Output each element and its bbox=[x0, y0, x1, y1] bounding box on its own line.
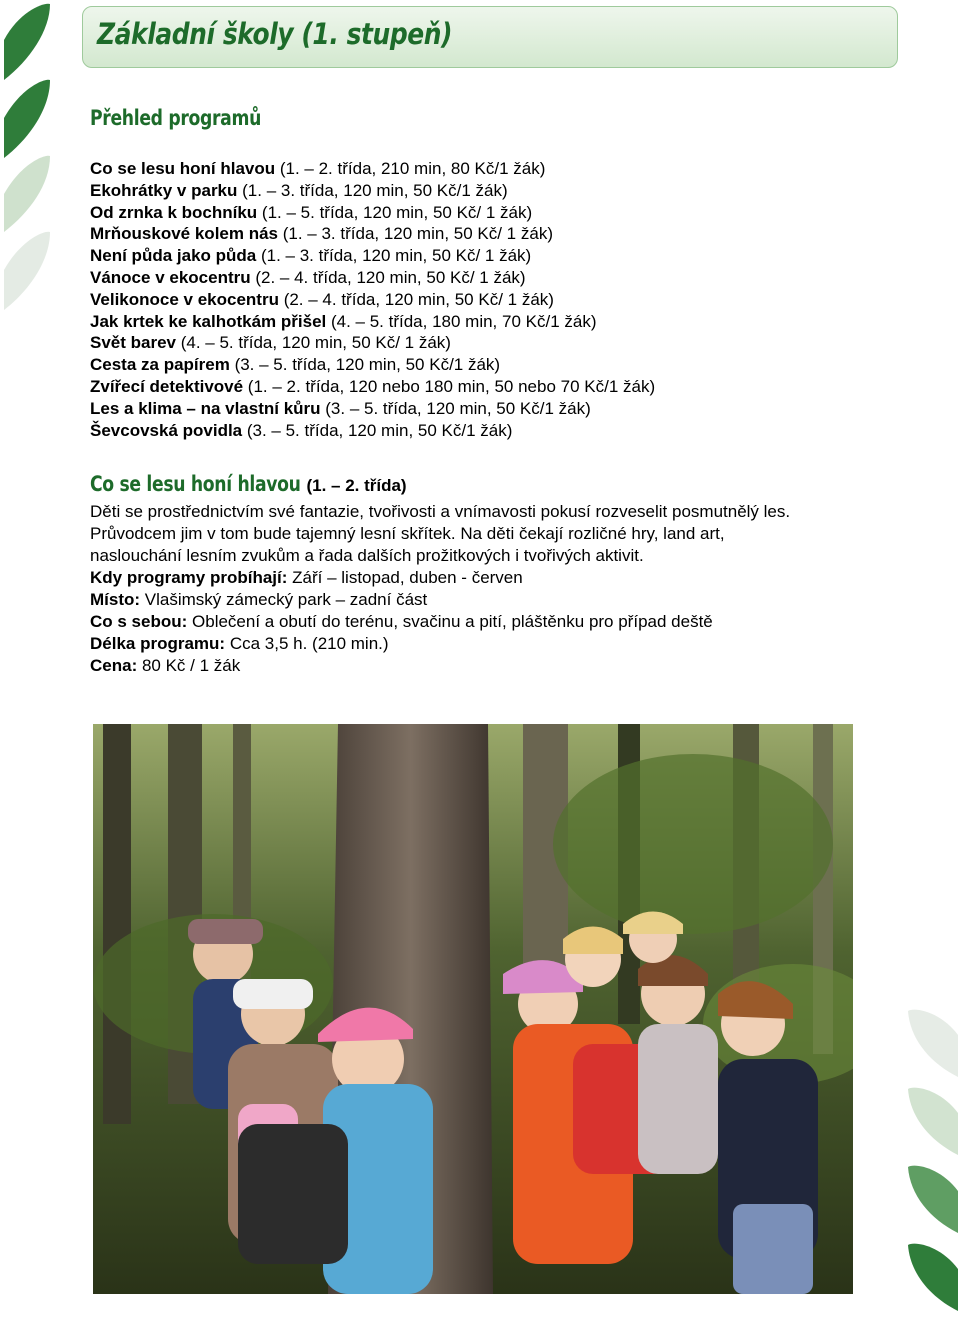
program-details: (1. – 2. třída, 120 nebo 180 min, 50 nebo 70 Kč/1 žák) bbox=[243, 376, 656, 396]
program-details: (4. – 5. třída, 120 min, 50 Kč/ 1 žák) bbox=[176, 333, 451, 353]
program-details: (1. – 5. třída, 120 min, 50 Kč/ 1 žák) bbox=[257, 202, 533, 222]
title-banner bbox=[82, 6, 898, 68]
program-list-item bbox=[90, 158, 655, 180]
program-list-item bbox=[90, 332, 655, 354]
program-list-item bbox=[90, 311, 655, 333]
leaf-decoration-right bbox=[900, 1005, 960, 1320]
length-value: Cca 3,5 h. (210 min.) bbox=[225, 634, 389, 653]
program-details: (1. – 2. třída, 210 min, 80 Kč/1 žák) bbox=[275, 159, 546, 178]
program-details: (1. – 3. třída, 120 min, 50 Kč/1 žák) bbox=[237, 180, 508, 200]
forest-children-photo bbox=[93, 724, 853, 1294]
program-list-item bbox=[90, 354, 655, 376]
program-name: Ševcovská povidla bbox=[90, 420, 243, 440]
program-details: (2. – 4. třída, 120 min, 50 Kč/ 1 žák) bbox=[278, 289, 554, 309]
program-grade: (1. – 2. třída) bbox=[306, 476, 407, 495]
program-list-item bbox=[90, 180, 655, 202]
bring-row bbox=[90, 611, 713, 633]
description-line: Průvodcem jim v tom bude tajemný lesní skřítek. Na děti čekají rozličné hry, land art, bbox=[90, 524, 725, 543]
program-name: Vánoce v ekocentru bbox=[90, 267, 251, 287]
program-detail-heading bbox=[90, 472, 407, 496]
program-list-item bbox=[90, 420, 655, 442]
program-name: Velikonoce v ekocentru bbox=[90, 289, 279, 309]
program-list-item bbox=[90, 376, 655, 398]
leaf-decoration-left bbox=[0, 0, 70, 330]
when-row bbox=[90, 567, 523, 589]
description-line: naslouchání lesním zvukům a řada dalších prožitkových i tvořivých aktivit. bbox=[90, 546, 644, 565]
program-details: (3. – 5. třída, 120 min, 50 Kč/1 žák) bbox=[242, 420, 513, 440]
page-title: Základní školy (1. stupeň) bbox=[97, 17, 453, 51]
program-list-item bbox=[90, 245, 655, 267]
program-name: Zvířecí detektivové bbox=[90, 376, 244, 396]
program-details: (1. – 3. třída, 120 min, 50 Kč/ 1 žák) bbox=[278, 224, 553, 244]
program-list-item bbox=[90, 267, 655, 289]
place-value: Vlašimský zámecký park – zadní část bbox=[140, 590, 428, 609]
overview-heading: Přehled programů bbox=[90, 106, 262, 130]
price-value: 80 Kč / 1 žák bbox=[137, 656, 241, 675]
program-list-item bbox=[90, 223, 655, 245]
place-label: Místo: bbox=[90, 590, 141, 609]
program-name: Svět barev bbox=[90, 333, 176, 353]
program-details: (4. – 5. třída, 180 min, 70 Kč/1 žák) bbox=[326, 311, 597, 331]
program-details: (3. – 5. třída, 120 min, 50 Kč/1 žák) bbox=[229, 355, 501, 375]
program-title: Co se lesu honí hlavou bbox=[90, 472, 301, 496]
program-name: Cesta za papírem bbox=[90, 355, 230, 375]
when-label: Kdy programy probíhají: bbox=[90, 568, 288, 587]
price-label: Cena: bbox=[90, 656, 138, 675]
place-row bbox=[90, 589, 427, 611]
program-name: Není půda jako půda bbox=[90, 246, 257, 266]
program-list-item bbox=[90, 202, 655, 224]
program-list-item bbox=[90, 398, 655, 420]
program-name: Mrňouskové kolem nás bbox=[90, 224, 279, 244]
price-row bbox=[90, 655, 240, 677]
description-line: Děti se prostřednictvím své fantazie, tvořivosti a vnímavosti pokusí rozveselit posmutnělý les. bbox=[90, 502, 791, 521]
program-name: Jak krtek ke kalhotkám přišel bbox=[90, 311, 327, 331]
program-name: Ekohrátky v parku bbox=[90, 180, 238, 200]
length-row bbox=[90, 633, 389, 655]
bring-label: Co s sebou: bbox=[90, 612, 188, 631]
bring-value: Oblečení a obutí do terénu, svačinu a pití, pláštěnku pro případ deště bbox=[187, 612, 713, 631]
program-name: Co se lesu honí hlavou bbox=[90, 159, 276, 178]
when-value: Září – listopad, duben - červen bbox=[287, 568, 523, 587]
program-details: (1. – 3. třída, 120 min, 50 Kč/ 1 žák) bbox=[256, 246, 532, 266]
program-list-item bbox=[90, 289, 655, 311]
program-list bbox=[90, 158, 655, 441]
program-name: Les a klima – na vlastní kůru bbox=[90, 398, 321, 418]
program-details: (3. – 5. třída, 120 min, 50 Kč/1 žák) bbox=[320, 398, 591, 418]
length-label: Délka programu: bbox=[90, 634, 226, 653]
program-name: Od zrnka k bochníku bbox=[90, 202, 258, 222]
program-details: (2. – 4. třída, 120 min, 50 Kč/ 1 žák) bbox=[250, 267, 526, 287]
